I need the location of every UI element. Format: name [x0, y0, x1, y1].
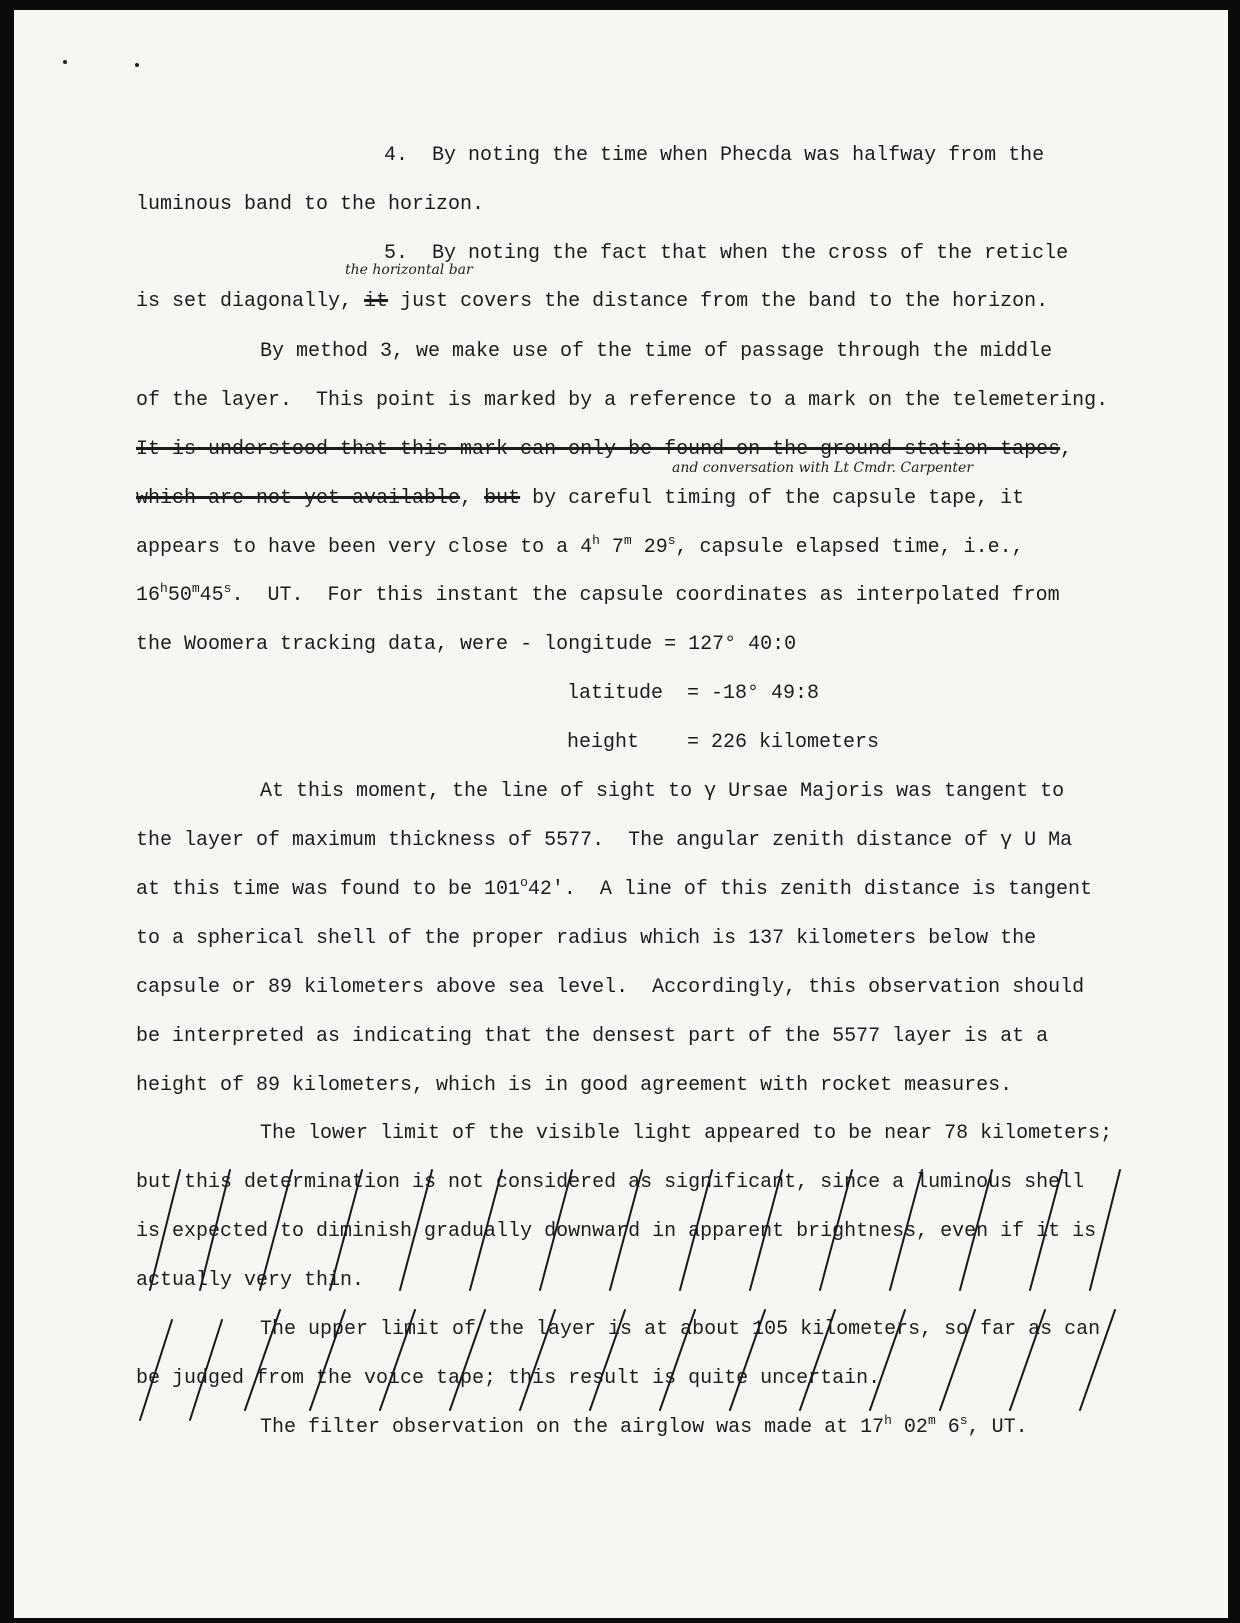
method3-line4-b: by careful timing of the capsule tape, it [520, 487, 1025, 510]
time-h-sup: h [592, 533, 600, 548]
degree-sup: o [520, 875, 528, 890]
time-text-a: appears to have been very close to a 4 [136, 536, 593, 559]
gamma-line3 [136, 875, 1092, 902]
gamma-line5: capsule or 89 kilometers above sea level. Accordingly, this observation should [136, 976, 1085, 999]
struck-phrase-available: which are not yet available [136, 487, 461, 510]
item-4-line2: luminous band to the horizon. [136, 193, 485, 216]
struck-word-but: but [484, 487, 521, 510]
zenith-text-a: at this time was found to be 101 [136, 878, 521, 901]
time-s-sup: s [667, 533, 676, 548]
filter-m-sup: m [927, 1413, 936, 1428]
filter-h-sup: h [884, 1413, 892, 1428]
punch-dot-right [135, 63, 139, 67]
handwritten-insert-conversation: and conversation with Lt Cmdr. Carpenter [672, 460, 974, 476]
filter-observation-line [260, 1413, 1028, 1440]
item-5-line1: 5. By noting the fact that when the cross of the reticle [384, 242, 1069, 265]
gamma-line2: the layer of maximum thickness of 5577. The angular zenith distance of γ U Ma [136, 829, 1073, 852]
lower-limit-line3: is expected to diminish gradually downward in apparent brightness, even if it is [136, 1220, 1097, 1243]
gamma-line6: be interpreted as indicating that the densest part of the 5577 layer is at a [136, 1025, 1049, 1048]
ut-text-b: 50 [167, 584, 192, 607]
gamma-line1: At this moment, the line of sight to γ Ursae Majoris was tangent to [260, 780, 1065, 803]
ut-h-sup: h [160, 581, 168, 596]
ut-s-sup: s [223, 581, 232, 596]
method3-line5 [136, 533, 1024, 560]
coordinates-longitude: the Woomera tracking data, were - longitude = 127° 40:0 [136, 633, 797, 656]
upper-limit-line1: The upper limit of the layer is at about 105 kilometers, so far as can [260, 1318, 1101, 1341]
upper-limit-line2: be judged from the voice tape; this result is quite uncertain. [136, 1367, 881, 1390]
zenith-text-b: 42'. A line of this zenith distance is tangent [527, 878, 1092, 901]
time-text-d: , capsule elapsed time, i.e., [675, 536, 1024, 559]
punch-dot-left [63, 60, 67, 64]
lower-limit-line4: actually very thin. [136, 1269, 365, 1292]
method3-line6 [136, 581, 1060, 608]
ut-text-c: 45 [199, 584, 224, 607]
struck-word-it: it [364, 290, 389, 313]
filter-s-sup: s [959, 1413, 968, 1428]
filter-text-c: 6 [935, 1416, 960, 1439]
time-text-b: 7 [599, 536, 624, 559]
method3-line4 [136, 487, 1024, 511]
lower-limit-line2: but this determination is not considered as significant, since a luminous shell [136, 1171, 1085, 1194]
method3-line4-mid: , [460, 487, 485, 510]
method3-line3 [136, 438, 1072, 462]
item-5-line2-a: is set diagonally, [136, 290, 365, 313]
filter-text-a: The filter observation on the airglow was made at 17 [260, 1416, 885, 1439]
method3-line3-tail: , [1060, 438, 1073, 461]
time-m-sup: m [623, 533, 632, 548]
method3-line1: By method 3, we make use of the time of passage through the middle [260, 340, 1053, 363]
filter-text-b: 02 [891, 1416, 928, 1439]
time-text-c: 29 [631, 536, 668, 559]
item-4-line1: 4. By noting the time when Phecda was halfway from the [384, 144, 1045, 167]
handwritten-insert-horizontal-bar: the horizontal bar [345, 262, 473, 278]
filter-text-d: , UT. [967, 1416, 1028, 1439]
struck-sentence: It is understood that this mark can only be found on the ground station tapes [136, 438, 1061, 461]
ut-m-sup: m [191, 581, 200, 596]
coordinates-height: height = 226 kilometers [567, 731, 880, 754]
ut-text-a: 16 [136, 584, 161, 607]
method3-line2: of the layer. This point is marked by a reference to a mark on the telemetering. [136, 389, 1109, 412]
gamma-line7: height of 89 kilometers, which is in good agreement with rocket measures. [136, 1074, 1013, 1097]
ut-text-d: . UT. For this instant the capsule coordinates as interpolated from [231, 584, 1060, 607]
gamma-line4: to a spherical shell of the proper radius which is 137 kilometers below the [136, 927, 1037, 950]
item-5-line2-b: just covers the distance from the band to the horizon. [388, 290, 1049, 313]
item-5-line2 [136, 290, 1048, 314]
lower-limit-line1: The lower limit of the visible light appeared to be near 78 kilometers; [260, 1122, 1113, 1145]
coordinates-latitude: latitude = -18° 49:8 [567, 682, 820, 705]
